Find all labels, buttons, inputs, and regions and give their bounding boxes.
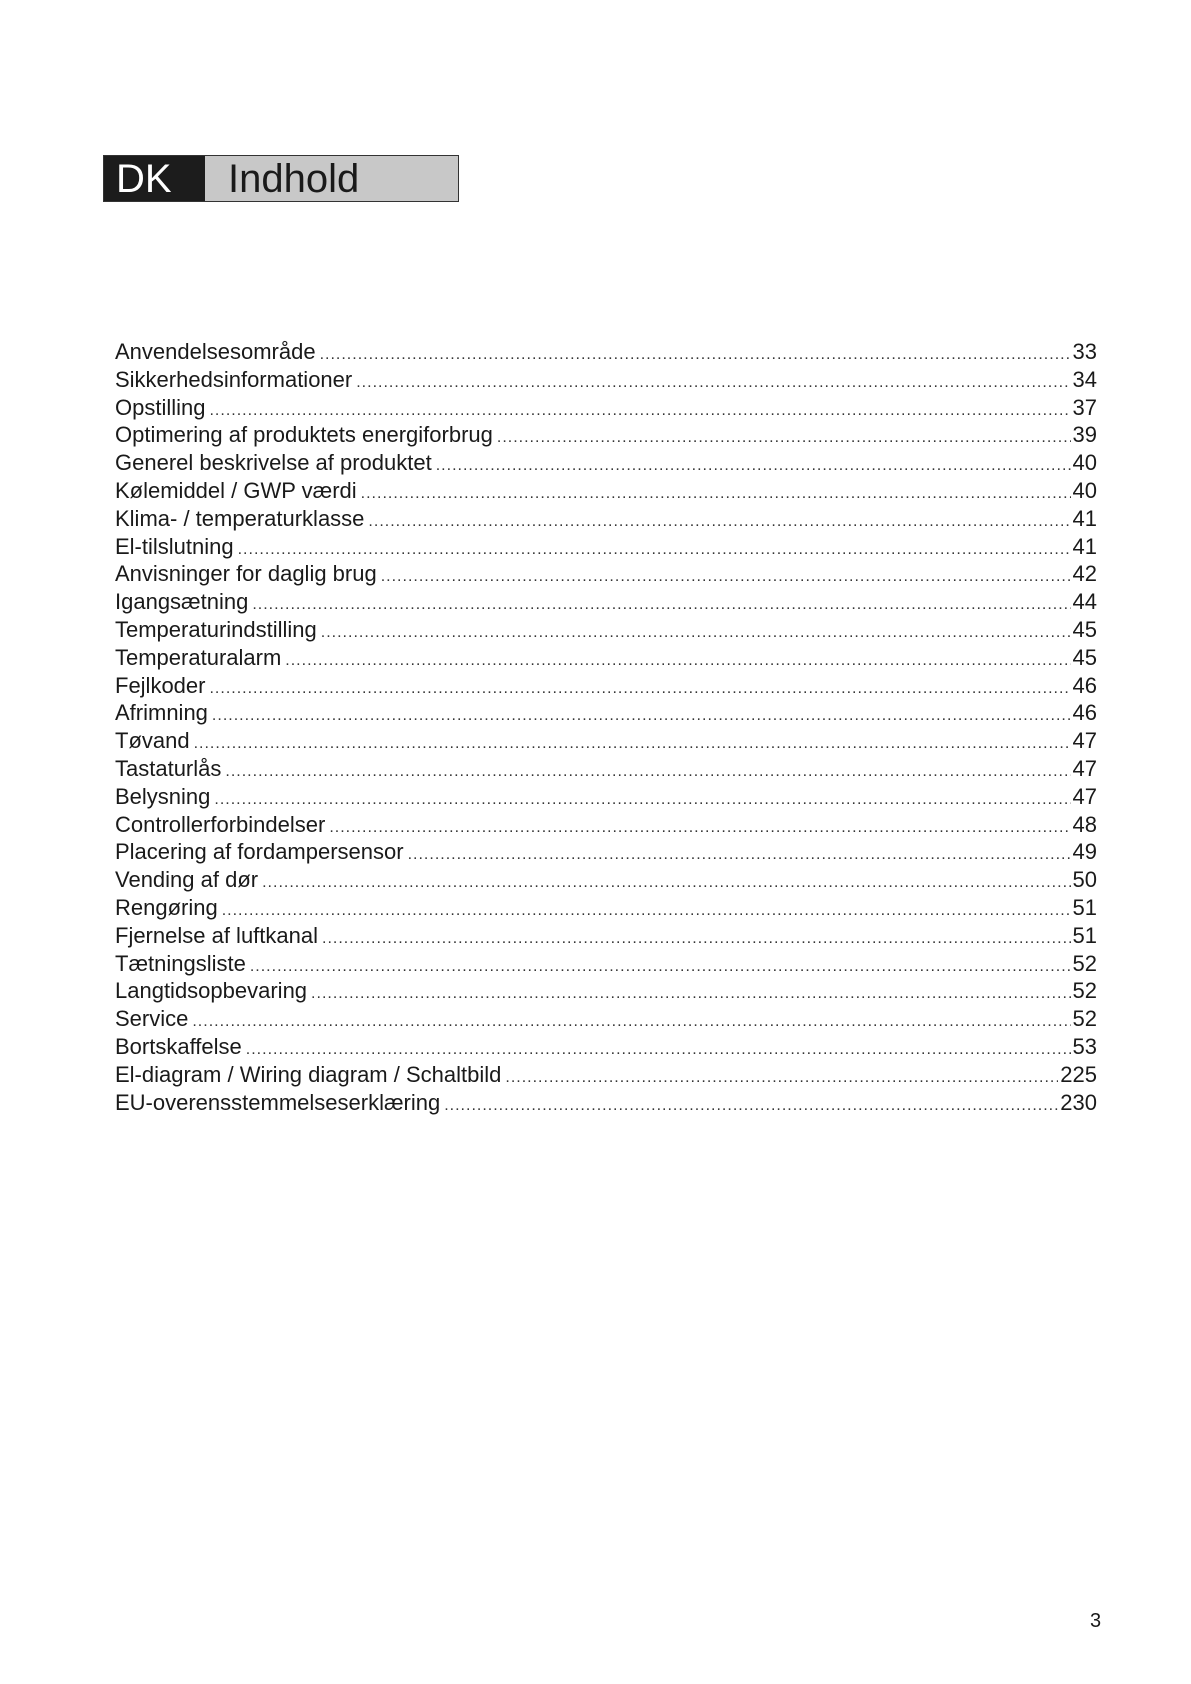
toc-dot-leader bbox=[209, 680, 1070, 698]
toc-entry[interactable] bbox=[115, 422, 1097, 450]
toc-entry[interactable] bbox=[115, 506, 1097, 534]
toc-entry-page: 52 bbox=[1072, 950, 1097, 976]
toc-entry-title: Belysning bbox=[115, 783, 211, 809]
toc-dot-leader bbox=[381, 568, 1071, 586]
toc-dot-leader bbox=[222, 902, 1071, 920]
toc-dot-leader bbox=[356, 374, 1070, 392]
toc-entry-page: 40 bbox=[1072, 450, 1097, 476]
toc-entry-page: 47 bbox=[1072, 728, 1097, 754]
toc-entry-page: 49 bbox=[1072, 839, 1097, 865]
toc-entry-title: Placering af fordampersensor bbox=[115, 839, 404, 865]
toc-entry-title: Rengøring bbox=[115, 894, 218, 920]
toc-entry-page: 47 bbox=[1072, 783, 1097, 809]
toc-dot-leader bbox=[444, 1097, 1058, 1115]
toc-entry[interactable] bbox=[115, 1034, 1097, 1062]
toc-entry-title: Generel beskrivelse af produktet bbox=[115, 450, 432, 476]
toc-entry-title: Tastaturlås bbox=[115, 755, 222, 781]
toc-entry[interactable] bbox=[115, 1062, 1097, 1090]
toc-entry-title: EU-overensstemmelseserklæring bbox=[115, 1089, 441, 1115]
toc-entry-page: 46 bbox=[1072, 672, 1097, 698]
toc-entry-title: Klima- / temperaturklasse bbox=[115, 505, 365, 531]
toc-entry-page: 52 bbox=[1072, 1006, 1097, 1032]
toc-entry[interactable] bbox=[115, 784, 1097, 812]
toc-dot-leader bbox=[368, 513, 1070, 531]
toc-entry-title: Vending af dør bbox=[115, 867, 259, 893]
toc-dot-leader bbox=[408, 846, 1071, 864]
toc-dot-leader bbox=[214, 791, 1070, 809]
toc-entry-page: 37 bbox=[1072, 394, 1097, 420]
toc-entry-title: Anvendelsesområde bbox=[115, 339, 316, 364]
toc-entry-page: 45 bbox=[1072, 644, 1097, 670]
toc-dot-leader bbox=[238, 541, 1071, 559]
toc-entry[interactable] bbox=[115, 534, 1097, 562]
toc-entry-title: Sikkerhedsinformationer bbox=[115, 366, 353, 392]
toc-entry-page: 52 bbox=[1072, 978, 1097, 1004]
toc-entry[interactable] bbox=[115, 1006, 1097, 1034]
toc-entry-title: Fejlkoder bbox=[115, 672, 206, 698]
toc-entry-title: Tætningsliste bbox=[115, 950, 246, 976]
toc-entry-title: Langtidsopbevaring bbox=[115, 978, 308, 1004]
language-code: DK bbox=[104, 156, 205, 201]
toc-dot-leader bbox=[225, 763, 1070, 781]
toc-dot-leader bbox=[192, 1013, 1070, 1031]
toc-dot-leader bbox=[497, 429, 1071, 447]
toc-entry-title: El-tilslutning bbox=[115, 533, 234, 559]
toc-entry[interactable] bbox=[115, 450, 1097, 478]
toc-entry[interactable] bbox=[115, 978, 1097, 1006]
toc-dot-leader bbox=[361, 485, 1071, 503]
toc-entry[interactable] bbox=[115, 367, 1097, 395]
toc-entry-title: Anvisninger for daglig brug bbox=[115, 561, 377, 587]
toc-entry[interactable] bbox=[115, 756, 1097, 784]
toc-entry[interactable] bbox=[115, 867, 1097, 895]
toc-entry[interactable] bbox=[115, 1090, 1097, 1118]
toc-entry[interactable] bbox=[115, 478, 1097, 506]
toc-entry[interactable] bbox=[115, 923, 1097, 951]
toc-entry[interactable] bbox=[115, 895, 1097, 923]
toc-dot-leader bbox=[246, 1041, 1071, 1059]
toc-entry[interactable] bbox=[115, 839, 1097, 867]
toc-entry-title: Kølemiddel / GWP værdi bbox=[115, 477, 357, 503]
toc-dot-leader bbox=[321, 624, 1071, 642]
toc-dot-leader bbox=[285, 652, 1070, 670]
toc-dot-leader bbox=[194, 735, 1071, 753]
toc-entry[interactable] bbox=[115, 561, 1097, 589]
toc-entry-page: 41 bbox=[1072, 505, 1097, 531]
toc-entry-title: Afrimning bbox=[115, 700, 208, 726]
toc-entry-page: 45 bbox=[1072, 616, 1097, 642]
toc-dot-leader bbox=[322, 930, 1071, 948]
toc-entry-page: 51 bbox=[1072, 894, 1097, 920]
toc-entry-page: 42 bbox=[1072, 561, 1097, 587]
toc-entry[interactable] bbox=[115, 700, 1097, 728]
toc-entry-page: 230 bbox=[1060, 1089, 1097, 1115]
toc-entry-title: El-diagram / Wiring diagram / Schaltbild bbox=[115, 1061, 502, 1087]
toc-dot-leader bbox=[252, 596, 1070, 614]
table-of-contents bbox=[115, 339, 1097, 1117]
page-number: 3 bbox=[1090, 1610, 1102, 1632]
toc-entry[interactable] bbox=[115, 728, 1097, 756]
toc-dot-leader bbox=[209, 402, 1070, 420]
toc-entry-title: Igangsætning bbox=[115, 589, 249, 615]
toc-entry-page: 34 bbox=[1072, 366, 1097, 392]
toc-entry[interactable] bbox=[115, 339, 1097, 367]
toc-entry-title: Fjernelse af luftkanal bbox=[115, 922, 318, 948]
toc-entry-page: 40 bbox=[1072, 477, 1097, 503]
toc-entry-title: Tøvand bbox=[115, 728, 190, 754]
toc-entry-title: Optimering af produktets energiforbrug bbox=[115, 422, 493, 448]
toc-dot-leader bbox=[320, 346, 1071, 364]
page-title: Indhold bbox=[205, 156, 458, 201]
toc-entry-page: 50 bbox=[1072, 867, 1097, 893]
toc-dot-leader bbox=[262, 874, 1070, 892]
section-header bbox=[103, 155, 459, 202]
toc-dot-leader bbox=[311, 985, 1070, 1003]
toc-entry-title: Opstilling bbox=[115, 394, 206, 420]
toc-entry-page: 33 bbox=[1072, 339, 1097, 364]
toc-entry-page: 225 bbox=[1060, 1061, 1097, 1087]
toc-entry-page: 47 bbox=[1072, 755, 1097, 781]
toc-entry[interactable] bbox=[115, 617, 1097, 645]
toc-entry[interactable] bbox=[115, 395, 1097, 423]
toc-dot-leader bbox=[505, 1069, 1058, 1087]
toc-entry-page: 46 bbox=[1072, 700, 1097, 726]
toc-entry-title: Temperaturindstilling bbox=[115, 616, 317, 642]
toc-entry-page: 44 bbox=[1072, 589, 1097, 615]
toc-dot-leader bbox=[250, 958, 1071, 976]
toc-entry[interactable] bbox=[115, 673, 1097, 701]
toc-entry-title: Bortskaffelse bbox=[115, 1033, 242, 1059]
toc-entry-page: 39 bbox=[1072, 422, 1097, 448]
toc-entry[interactable] bbox=[115, 589, 1097, 617]
toc-dot-leader bbox=[329, 819, 1070, 837]
toc-entry-page: 53 bbox=[1072, 1033, 1097, 1059]
toc-entry-title: Service bbox=[115, 1006, 189, 1032]
toc-dot-leader bbox=[436, 457, 1071, 475]
toc-entry[interactable] bbox=[115, 951, 1097, 979]
toc-entry[interactable] bbox=[115, 645, 1097, 673]
toc-entry-page: 48 bbox=[1072, 811, 1097, 837]
toc-entry[interactable] bbox=[115, 812, 1097, 840]
toc-entry-page: 41 bbox=[1072, 533, 1097, 559]
toc-entry-title: Temperaturalarm bbox=[115, 644, 282, 670]
toc-dot-leader bbox=[212, 707, 1071, 725]
toc-entry-page: 51 bbox=[1072, 922, 1097, 948]
toc-entry-title: Controllerforbindelser bbox=[115, 811, 326, 837]
